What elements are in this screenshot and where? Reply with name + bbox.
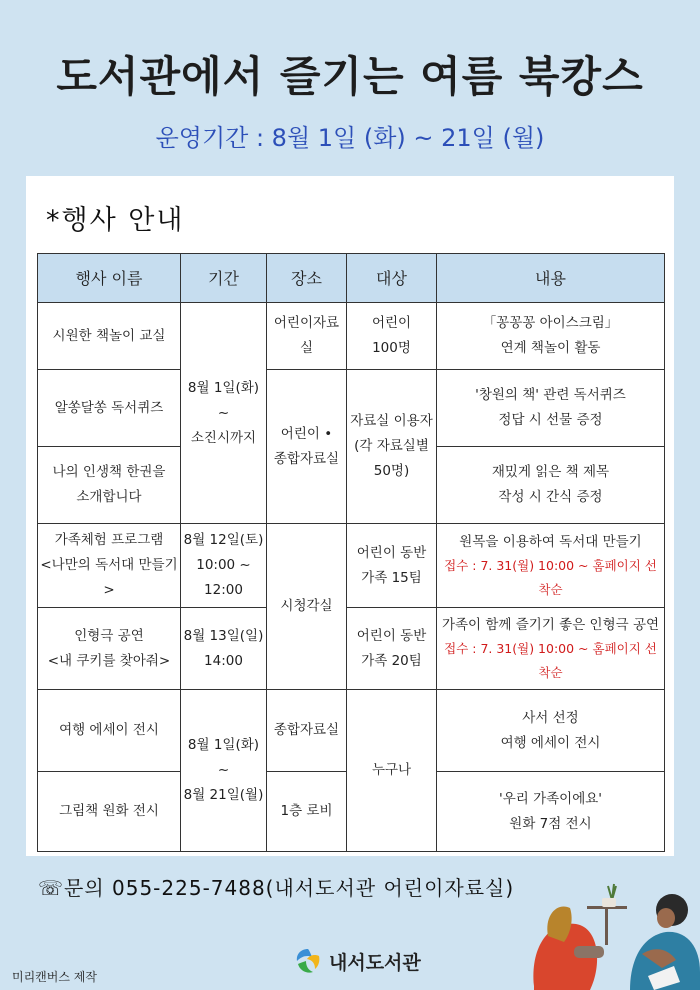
reading-woman-illustration (530, 876, 700, 990)
table-row (38, 370, 665, 447)
credit-text: 미리캔버스 제작 (12, 970, 97, 984)
table-row (38, 608, 665, 690)
event-name-cell: 그림책 원화 전시 (38, 772, 181, 852)
event-content-cell: 원목을 이용하여 독서대 만들기 접수 : 7. 31(월) 10:00 ~ 홈페이지 선착순 (437, 524, 665, 608)
event-period-cell: 8월 13일(일) 14:00 (181, 608, 267, 690)
event-place-cell: 1층 로비 (267, 772, 347, 852)
library-logo (293, 946, 421, 976)
event-content-cell: 사서 선정 여행 에세이 전시 (437, 690, 665, 772)
table-row (38, 690, 665, 772)
table-row (38, 303, 665, 370)
column-header-content: 내용 (437, 254, 665, 303)
event-place-cell: 어린이 • 종합자료실 (267, 370, 347, 524)
section-heading: *행사 안내 (46, 205, 185, 236)
event-target-cell: 어린이 동반 가족 15팀 (347, 524, 437, 608)
event-target-cell: 자료실 이용자 (각 자료실별 50명) (347, 370, 437, 524)
operating-period: 운영기간 : 8월 1일 (화) ~ 21일 (월) (155, 124, 545, 152)
event-target-cell: 누구나 (347, 690, 437, 852)
column-header-place: 장소 (267, 254, 347, 303)
event-target-cell: 어린이 100명 (347, 303, 437, 370)
event-content-cell: '창원의 책' 관련 독서퀴즈 정답 시 선물 증정 (437, 370, 665, 447)
contact-info: ☏문의 055-225-7488(내서도서관 어린이자료실) (38, 876, 515, 900)
table-row (38, 524, 665, 608)
event-name-cell: 가족체험 프로그램 <나만의 독서대 만들기> (38, 524, 181, 608)
event-place-cell: 종합자료실 (267, 690, 347, 772)
registration-notice: 접수 : 7. 31(월) 10:00 ~ 홈페이지 선착순 (444, 640, 657, 680)
event-name-cell: 나의 인생책 한권을 소개합니다 (38, 447, 181, 524)
table-header-row (38, 254, 665, 303)
event-name-cell: 알쏭달쏭 독서퀴즈 (38, 370, 181, 447)
event-content-cell: 가족이 함께 즐기기 좋은 인형극 공연 접수 : 7. 31(월) 10:00 ~ 홈페이지 선착순 (437, 608, 665, 690)
event-table (37, 253, 665, 852)
column-header-name: 행사 이름 (38, 254, 181, 303)
page-title: 도서관에서 즐기는 여름 북캉스 (56, 52, 644, 101)
event-card (26, 176, 674, 856)
library-name: 내서도서관 (329, 951, 421, 974)
column-header-period: 기간 (181, 254, 267, 303)
event-period-cell: 8월 1일(화) ~ 소진시까지 (181, 303, 267, 524)
event-name-cell: 인형극 공연 <내 쿠키를 찾아줘> (38, 608, 181, 690)
registration-notice: 접수 : 7. 31(월) 10:00 ~ 홈페이지 선착순 (444, 557, 657, 597)
event-name-cell: 여행 에세이 전시 (38, 690, 181, 772)
event-content-cell: 「꽁꽁꽁 아이스크림」 연계 책놀이 활동 (437, 303, 665, 370)
column-header-target: 대상 (347, 254, 437, 303)
event-period-cell: 8월 12일(토) 10:00 ~ 12:00 (181, 524, 267, 608)
event-place-cell: 어린이자료실 (267, 303, 347, 370)
event-name-cell: 시원한 책놀이 교실 (38, 303, 181, 370)
event-target-cell: 어린이 동반 가족 20팀 (347, 608, 437, 690)
event-content-cell: '우리 가족이에요' 원화 7점 전시 (437, 772, 665, 852)
event-content-cell: 재밌게 읽은 책 제목 작성 시 간식 증정 (437, 447, 665, 524)
library-logo-icon (293, 946, 323, 976)
event-place-cell: 시청각실 (267, 524, 347, 690)
event-period-cell: 8월 1일(화) ~ 8월 21일(월) (181, 690, 267, 852)
